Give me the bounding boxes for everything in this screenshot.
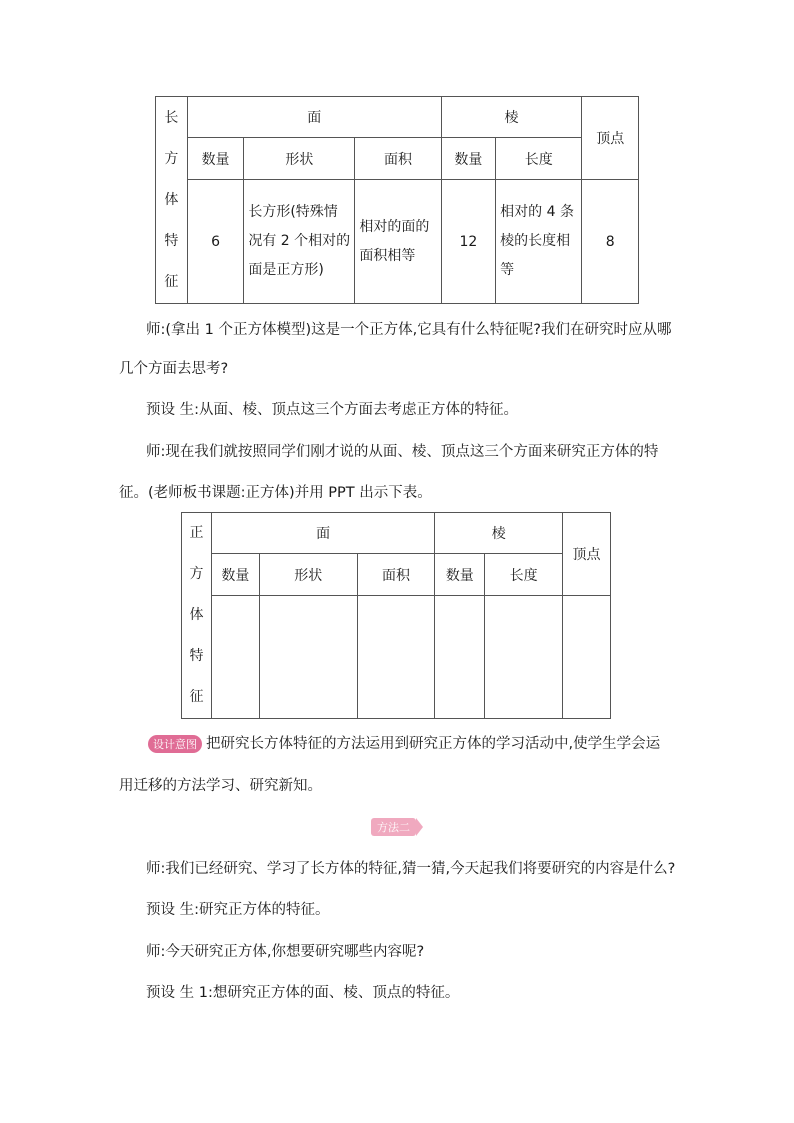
header-vertex: 顶点: [563, 513, 611, 596]
paragraph: 师:(拿出 1 个正方体模型)这是一个正方体,它具有什么特征呢?我们在研究时应从哪: [146, 322, 672, 338]
header-edge: 棱: [441, 97, 582, 138]
cell-line: 棱的长度相: [500, 233, 571, 249]
sub-header: 形状: [259, 554, 357, 596]
cuboid-features-table: [155, 96, 639, 304]
cell-line: 长方形(特殊情: [248, 204, 338, 220]
cell-edge-count: 12: [441, 180, 496, 304]
cell-line: 面是正方形): [248, 262, 324, 278]
table-side-label: [156, 97, 188, 304]
cell-vertex-count: 8: [582, 180, 639, 304]
sub-header: 形状: [244, 138, 355, 180]
cell-face-area: [355, 180, 441, 304]
cell-line: 况有 2 个相对的: [248, 233, 351, 249]
side-char: 方: [164, 150, 179, 167]
empty-cell: [563, 596, 611, 719]
paragraph: 预设 生:从面、棱、顶点这三个方面去考虑正方体的特征。: [146, 402, 518, 418]
cube-features-table: [181, 512, 611, 719]
design-intent-badge: 设计意图: [148, 735, 202, 753]
empty-cell: [357, 596, 435, 719]
paragraph: 用迁移的方法学习、研究新知。: [119, 778, 322, 794]
header-vertex: 顶点: [582, 97, 639, 180]
side-char: 体: [164, 191, 179, 208]
side-char: 特: [164, 232, 179, 249]
empty-cell: [211, 596, 259, 719]
cell-line: 等: [500, 262, 515, 278]
paragraph: 师:我们已经研究、学习了长方体的特征,猜一猜,今天起我们将要研究的内容是什么?: [146, 861, 676, 877]
sub-header: 面积: [355, 138, 441, 180]
sub-header: 数量: [441, 138, 496, 180]
cell-face-shape: [244, 180, 355, 304]
paragraph: 师:现在我们就按照同学们刚才说的从面、棱、顶点这三个方面来研究正方体的特: [146, 444, 659, 460]
cell-edge-length: [496, 180, 582, 304]
side-char: 正: [189, 525, 204, 541]
empty-cell: [259, 596, 357, 719]
sub-header: 长度: [496, 138, 582, 180]
paragraph: 几个方面去思考?: [119, 361, 229, 377]
sub-header: 数量: [435, 554, 485, 596]
header-edge: 棱: [435, 513, 563, 554]
side-char: 长: [164, 109, 179, 126]
design-text: 把研究长方体特征的方法运用到研究正方体的学习活动中,使学生学会运: [206, 736, 661, 752]
paragraph: 师:今天研究正方体,你想要研究哪些内容呢?: [146, 944, 425, 960]
paragraph: 预设 生 1:想研究正方体的面、棱、顶点的特征。: [146, 985, 460, 1001]
sub-header: 长度: [485, 554, 563, 596]
table-side-label: [182, 513, 212, 719]
sub-header: 数量: [211, 554, 259, 596]
paragraph: 预设 生:研究正方体的特征。: [146, 902, 330, 918]
side-char: 方: [189, 566, 204, 582]
side-char: 特: [189, 648, 204, 664]
side-char: 体: [189, 607, 204, 623]
design-intent-paragraph: [148, 732, 660, 753]
side-char: 征: [164, 273, 179, 290]
cell-face-count: 6: [187, 180, 244, 304]
sub-header: 面积: [357, 554, 435, 596]
header-face: 面: [187, 97, 441, 138]
empty-cell: [435, 596, 485, 719]
paragraph: 征。(老师板书课题:正方体)并用 PPT 出示下表。: [119, 485, 432, 501]
cell-line: 相对的面的: [359, 218, 430, 235]
header-face: 面: [211, 513, 434, 554]
method-two-label: 方法二: [371, 818, 416, 836]
cell-line: 相对的 4 条: [500, 204, 574, 220]
sub-header: 数量: [187, 138, 244, 180]
side-char: 征: [189, 689, 204, 705]
cell-line: 面积相等: [359, 247, 416, 264]
empty-cell: [485, 596, 563, 719]
